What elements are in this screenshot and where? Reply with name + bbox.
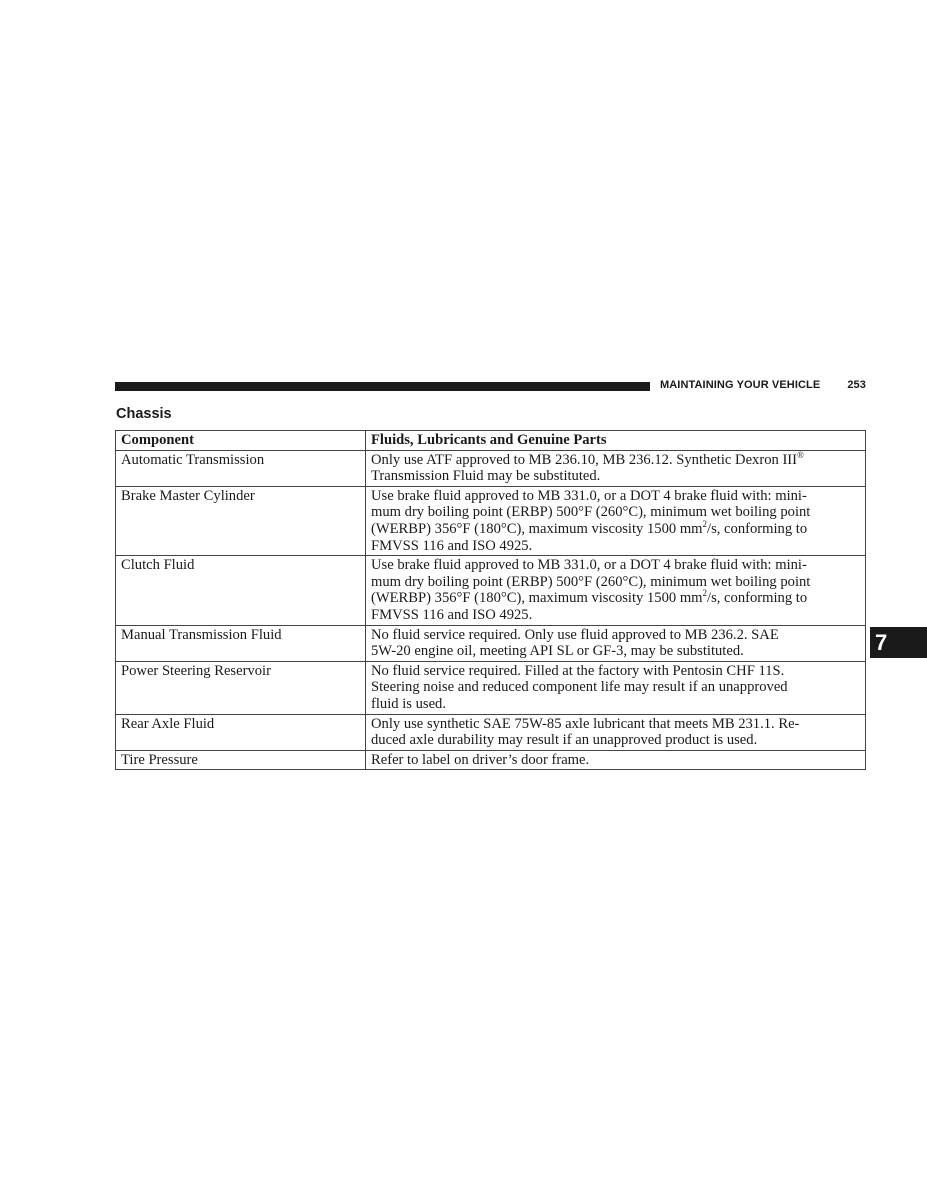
header-rule xyxy=(115,382,650,391)
table-row xyxy=(116,661,866,714)
fluid-cell: Refer to label on driver’s door frame. xyxy=(366,750,866,770)
component-cell: Rear Axle Fluid xyxy=(116,714,366,750)
component-cell: Power Steering Reservoir xyxy=(116,661,366,714)
component-cell: Manual Transmission Fluid xyxy=(116,625,366,661)
chapter-tab xyxy=(870,627,927,658)
table-row xyxy=(116,625,866,661)
page-number: 253 xyxy=(847,379,866,391)
section-title: Chassis xyxy=(116,406,172,422)
component-cell: Tire Pressure xyxy=(116,750,366,770)
table-row xyxy=(116,714,866,750)
fluids-table xyxy=(115,430,866,770)
chapter-number: 7 xyxy=(875,630,888,655)
fluid-cell: Only use synthetic SAE 75W-85 axle lubricant that meets MB 231.1. Re- duced axle durability may result if an unapproved product is used. xyxy=(366,714,866,750)
table-row xyxy=(116,750,866,770)
fluid-cell: Use brake fluid approved to MB 331.0, or a DOT 4 brake fluid with: mini- mum dry boiling point (ERBP) 500°F (260°C), minimum wet boiling point (WERBP) 356°F (180°C), maximum viscosity 1500 $mm^2/s$, conforming to FMVSS 116 and ISO 4925. xyxy=(366,556,866,625)
fluid-cell: No fluid service required. Only use fluid approved to MB 236.2. SAE 5W-20 engine oil, meeting API SL or GF-3, may be substituted. xyxy=(366,625,866,661)
component-cell: Automatic Transmission xyxy=(116,450,366,486)
fluid-cell: Only use ATF approved to MB 236.10, MB 236.12. Synthetic Dexron III® Transmission Fluid may be substituted. xyxy=(366,450,866,486)
running-header xyxy=(660,379,866,391)
table-header-row xyxy=(116,431,866,451)
table-row xyxy=(116,450,866,486)
header-section-title: MAINTAINING YOUR VEHICLE xyxy=(660,379,821,391)
table-row xyxy=(116,556,866,625)
fluid-cell: No fluid service required. Filled at the factory with Pentosin CHF 11S. Steering noise and reduced component life may result if an unapproved fluid is used. xyxy=(366,661,866,714)
component-cell: Brake Master Cylinder xyxy=(116,486,366,555)
table-row xyxy=(116,486,866,555)
component-cell: Clutch Fluid xyxy=(116,556,366,625)
fluid-cell: Use brake fluid approved to MB 331.0, or a DOT 4 brake fluid with: mini- mum dry boiling point (ERBP) 500°F (260°C), minimum wet boiling point (WERBP) 356°F (180°C), maximum viscosity 1500 $mm^2/s$, conforming to FMVSS 116 and ISO 4925. xyxy=(366,486,866,555)
column-header-component: Component xyxy=(116,431,366,451)
column-header-fluids: Fluids, Lubricants and Genuine Parts xyxy=(366,431,866,451)
